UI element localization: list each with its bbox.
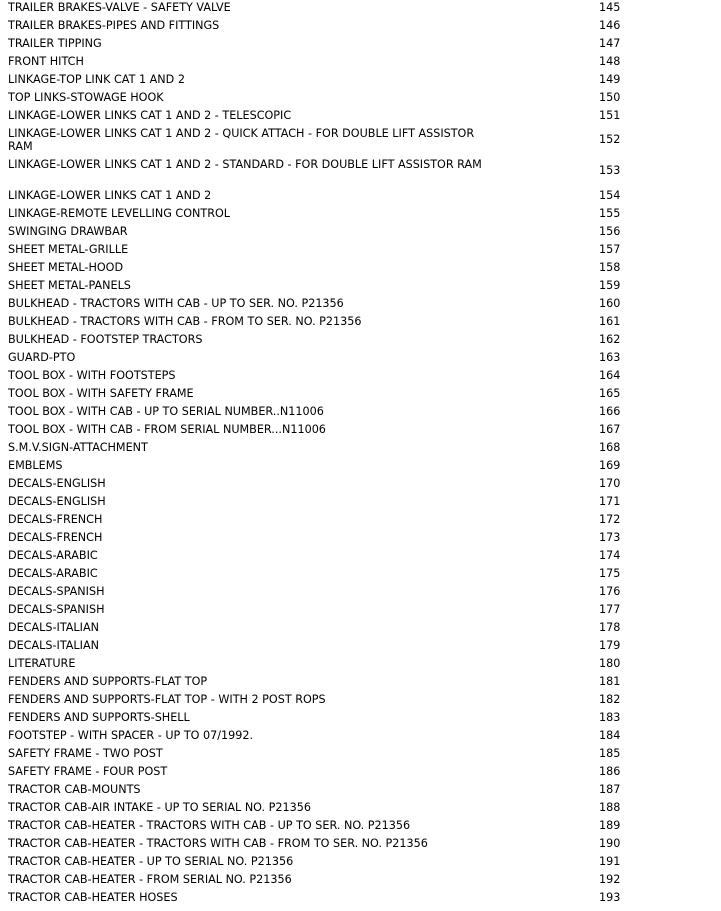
toc-row[interactable] xyxy=(0,242,721,260)
toc-row[interactable] xyxy=(0,746,721,764)
toc-row[interactable] xyxy=(0,157,721,188)
toc-row[interactable] xyxy=(0,530,721,548)
toc-entry-title[interactable]: DECALS-ITALIAN xyxy=(8,621,99,634)
toc-row[interactable] xyxy=(0,854,721,872)
toc-entry-page-number: 155 xyxy=(599,207,621,220)
toc-row[interactable] xyxy=(0,692,721,710)
toc-row[interactable] xyxy=(0,638,721,656)
toc-entry-title[interactable]: SHEET METAL-PANELS xyxy=(8,279,131,292)
toc-entry-page-number: 157 xyxy=(599,243,621,256)
toc-entry-title[interactable]: BULKHEAD - TRACTORS WITH CAB - UP TO SER. NO. P21356 xyxy=(8,297,344,310)
toc-row[interactable] xyxy=(0,422,721,440)
toc-row[interactable] xyxy=(0,126,721,157)
toc-row[interactable] xyxy=(0,368,721,386)
toc-row[interactable] xyxy=(0,314,721,332)
toc-row[interactable] xyxy=(0,350,721,368)
toc-entry-page-number: 189 xyxy=(599,819,621,832)
toc-entry-title[interactable]: S.M.V.SIGN-ATTACHMENT xyxy=(8,441,148,454)
toc-entry-page-number: 161 xyxy=(599,315,621,328)
toc-entry-title[interactable]: DECALS-ARABIC xyxy=(8,567,98,580)
toc-entry-page-number: 180 xyxy=(599,657,621,670)
toc-row[interactable] xyxy=(0,18,721,36)
toc-row[interactable] xyxy=(0,476,721,494)
toc-entry-title[interactable]: LINKAGE-LOWER LINKS CAT 1 AND 2 xyxy=(8,189,212,202)
toc-entry-title[interactable]: TRAILER BRAKES-VALVE - SAFETY VALVE xyxy=(8,1,231,14)
toc-entry-title[interactable]: SHEET METAL-HOOD xyxy=(8,261,124,274)
toc-entry-title[interactable]: FENDERS AND SUPPORTS-SHELL xyxy=(8,711,190,724)
toc-row[interactable] xyxy=(0,36,721,54)
toc-entry-page-number: 177 xyxy=(599,603,621,616)
toc-entry-page-number: 145 xyxy=(599,1,621,14)
toc-entry-page-number: 147 xyxy=(599,37,621,50)
toc-entry-title[interactable]: DECALS-ENGLISH xyxy=(8,477,106,490)
toc-row[interactable] xyxy=(0,494,721,512)
toc-entry-page-number: 149 xyxy=(599,73,621,86)
toc-row[interactable] xyxy=(0,818,721,836)
toc-entry-title[interactable]: TRACTOR CAB-HEATER - TRACTORS WITH CAB - UP TO SER. NO. P21356 xyxy=(8,819,411,832)
toc-entry-page-number: 190 xyxy=(599,837,621,850)
toc-row[interactable] xyxy=(0,728,721,746)
toc-entry-page-number: 146 xyxy=(599,19,621,32)
toc-row[interactable] xyxy=(0,54,721,72)
toc-entry-page-number: 187 xyxy=(599,783,621,796)
toc-row[interactable] xyxy=(0,404,721,422)
toc-entry-page-number: 163 xyxy=(599,351,621,364)
toc-entry-page-number: 164 xyxy=(599,369,621,382)
toc-entry-title[interactable]: TRACTOR CAB-HEATER - FROM SERIAL NO. P21356 xyxy=(8,873,292,886)
toc-row[interactable] xyxy=(0,674,721,692)
toc-entry-page-number: 153 xyxy=(599,164,621,177)
toc-row[interactable] xyxy=(0,872,721,890)
toc-entry-title[interactable]: TRACTOR CAB-HEATER - UP TO SERIAL NO. P21356 xyxy=(8,855,294,868)
toc-entry-title[interactable]: TOOL BOX - WITH SAFETY FRAME xyxy=(8,387,194,400)
toc-entry-page-number: 183 xyxy=(599,711,621,724)
toc-entry-title[interactable]: FRONT HITCH xyxy=(8,55,84,68)
toc-entry-page-number: 148 xyxy=(599,55,621,68)
toc-row[interactable] xyxy=(0,566,721,584)
toc-entry-page-number: 159 xyxy=(599,279,621,292)
toc-entry-page-number: 172 xyxy=(599,513,621,526)
toc-row[interactable] xyxy=(0,278,721,296)
toc-entry-page-number: 181 xyxy=(599,675,621,688)
toc-entry-page-number: 191 xyxy=(599,855,621,868)
toc-entry-page-number: 168 xyxy=(599,441,621,454)
toc-entry-page-number: 193 xyxy=(599,891,621,904)
toc-entry-page-number: 174 xyxy=(599,549,621,562)
toc-entry-title[interactable]: LINKAGE-TOP LINK CAT 1 AND 2 xyxy=(8,73,185,86)
toc-entry-page-number: 171 xyxy=(599,495,621,508)
toc-row[interactable] xyxy=(0,764,721,782)
toc-entry-page-number: 186 xyxy=(599,765,621,778)
toc-row[interactable] xyxy=(0,332,721,350)
toc-entry-title[interactable]: BULKHEAD - TRACTORS WITH CAB - FROM TO SER. NO. P21356 xyxy=(8,315,362,328)
toc-entry-page-number: 150 xyxy=(599,91,621,104)
toc-row[interactable] xyxy=(0,386,721,404)
toc-entry-page-number: 182 xyxy=(599,693,621,706)
toc-row[interactable] xyxy=(0,836,721,854)
toc-entry-page-number: 169 xyxy=(599,459,621,472)
toc-entry-page-number: 170 xyxy=(599,477,621,490)
toc-row[interactable] xyxy=(0,224,721,242)
toc-entry-title[interactable]: SAFETY FRAME - TWO POST xyxy=(8,747,163,760)
toc-entry-title[interactable]: SWINGING DRAWBAR xyxy=(8,225,128,238)
toc-entry-page-number: 152 xyxy=(599,133,621,146)
toc-entry-page-number: 173 xyxy=(599,531,621,544)
toc-entry-page-number: 162 xyxy=(599,333,621,346)
toc-entry-title[interactable]: LINKAGE-REMOTE LEVELLING CONTROL xyxy=(8,207,231,220)
toc-entry-page-number: 178 xyxy=(599,621,621,634)
toc-entry-title[interactable]: TRACTOR CAB-HEATER HOSES xyxy=(8,891,178,904)
toc-entry-title[interactable]: GUARD-PTO xyxy=(8,351,76,364)
toc-entry-title[interactable]: SHEET METAL-GRILLE xyxy=(8,243,129,256)
toc-entry-title[interactable]: EMBLEMS xyxy=(8,459,63,472)
toc-row[interactable] xyxy=(0,584,721,602)
toc-entry-title[interactable]: TOOL BOX - WITH CAB - UP TO SERIAL NUMBER..N11006 xyxy=(8,405,324,418)
toc-entry-title[interactable]: DECALS-FRENCH xyxy=(8,531,103,544)
toc-entry-title[interactable]: DECALS-ENGLISH xyxy=(8,495,106,508)
toc-entry-title[interactable]: LINKAGE-LOWER LINKS CAT 1 AND 2 - QUICK ATTACH - FOR DOUBLE LIFT ASSISTOR RAM xyxy=(8,127,475,153)
toc-entry-page-number: 160 xyxy=(599,297,621,310)
toc-entry-title[interactable]: TRAILER TIPPING xyxy=(8,37,102,50)
toc-entry-page-number: 167 xyxy=(599,423,621,436)
toc-entry-page-number: 154 xyxy=(599,189,621,202)
toc-entry-title[interactable]: BULKHEAD - FOOTSTEP TRACTORS xyxy=(8,333,203,346)
toc-entry-title[interactable]: DECALS-FRENCH xyxy=(8,513,103,526)
toc-entry-title[interactable]: TOP LINKS-STOWAGE HOOK xyxy=(8,91,164,104)
toc-entry-title[interactable]: DECALS-ITALIAN xyxy=(8,639,99,652)
toc-entry-title[interactable]: TRAILER BRAKES-PIPES AND FITTINGS xyxy=(8,19,220,32)
toc-entry-title[interactable]: DECALS-SPANISH xyxy=(8,603,105,616)
toc-entry-title[interactable]: DECALS-ARABIC xyxy=(8,549,98,562)
toc-entry-title[interactable]: LINKAGE-LOWER LINKS CAT 1 AND 2 - TELESCOPIC xyxy=(8,109,292,122)
toc-row[interactable] xyxy=(0,0,721,18)
toc-row[interactable] xyxy=(0,602,721,620)
toc-row[interactable] xyxy=(0,800,721,818)
toc-entry-page-number: 158 xyxy=(599,261,621,274)
toc-entry-page-number: 176 xyxy=(599,585,621,598)
toc-row[interactable] xyxy=(0,548,721,566)
toc-row[interactable] xyxy=(0,108,721,126)
toc-entry-page-number: 156 xyxy=(599,225,621,238)
toc-entry-page-number: 188 xyxy=(599,801,621,814)
toc-row[interactable] xyxy=(0,458,721,476)
toc-entry-page-number: 184 xyxy=(599,729,621,742)
toc-row[interactable] xyxy=(0,512,721,530)
toc-entry-title[interactable]: FENDERS AND SUPPORTS-FLAT TOP - WITH 2 POST ROPS xyxy=(8,693,326,706)
toc-row[interactable] xyxy=(0,90,721,108)
toc-entry-title[interactable]: TOOL BOX - WITH CAB - FROM SERIAL NUMBER...N11006 xyxy=(8,423,326,436)
toc-entry-page-number: 166 xyxy=(599,405,621,418)
toc-row[interactable] xyxy=(0,890,721,908)
toc-row[interactable] xyxy=(0,260,721,278)
toc-entry-page-number: 175 xyxy=(599,567,621,580)
toc-row[interactable] xyxy=(0,440,721,458)
toc-entry-title[interactable]: FOOTSTEP - WITH SPACER - UP TO 07/1992. xyxy=(8,729,254,742)
toc-entry-title[interactable]: SAFETY FRAME - FOUR POST xyxy=(8,765,168,778)
toc-entry-title[interactable]: LINKAGE-LOWER LINKS CAT 1 AND 2 - STANDARD - FOR DOUBLE LIFT ASSISTOR RAM xyxy=(8,158,482,171)
toc-row[interactable] xyxy=(0,188,721,206)
toc-entry-title[interactable]: LITERATURE xyxy=(8,657,76,670)
toc-entry-page-number: 185 xyxy=(599,747,621,760)
toc-row[interactable] xyxy=(0,782,721,800)
toc-entry-title[interactable]: TOOL BOX - WITH FOOTSTEPS xyxy=(8,369,176,382)
toc-row[interactable] xyxy=(0,656,721,674)
toc-row[interactable] xyxy=(0,710,721,728)
toc-entry-title[interactable]: TRACTOR CAB-AIR INTAKE - UP TO SERIAL NO. P21356 xyxy=(8,801,311,814)
toc-entry-title[interactable]: TRACTOR CAB-MOUNTS xyxy=(8,783,141,796)
toc-entry-page-number: 192 xyxy=(599,873,621,886)
toc-entry-page-number: 151 xyxy=(599,109,621,122)
toc-entry-title[interactable]: DECALS-SPANISH xyxy=(8,585,105,598)
toc-entry-title[interactable]: FENDERS AND SUPPORTS-FLAT TOP xyxy=(8,675,208,688)
toc-entry-title[interactable]: TRACTOR CAB-HEATER - TRACTORS WITH CAB - FROM TO SER. NO. P21356 xyxy=(8,837,428,850)
toc-row[interactable] xyxy=(0,72,721,90)
toc-entry-page-number: 165 xyxy=(599,387,621,400)
toc-entry-page-number: 179 xyxy=(599,639,621,652)
toc-row[interactable] xyxy=(0,620,721,638)
toc-row[interactable] xyxy=(0,206,721,224)
toc-row[interactable] xyxy=(0,296,721,314)
